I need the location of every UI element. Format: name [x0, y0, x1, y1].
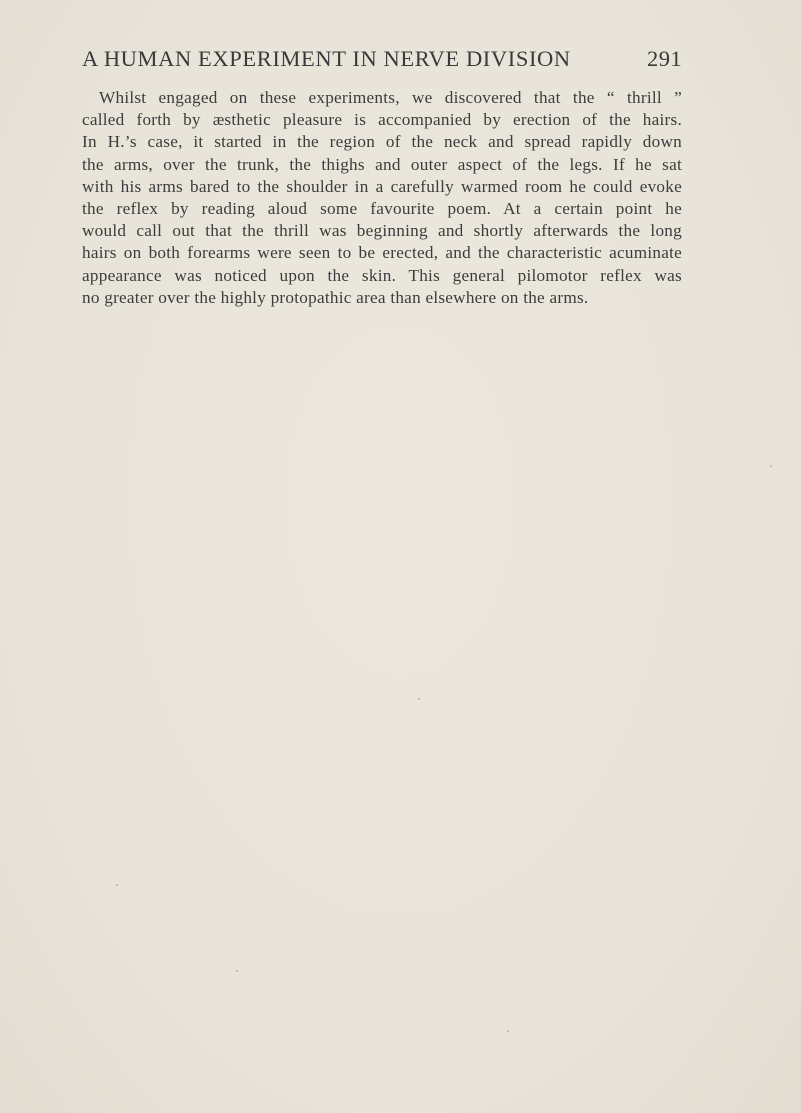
text-line: hairs on both forearms were seen to be erected, and the characteristic acuminate: [82, 243, 682, 263]
paper-speck: [507, 1030, 509, 1032]
text-line: appearance was noticed upon the skin. This general pilomotor reflex was: [82, 265, 682, 285]
paper-speck: [116, 884, 118, 886]
body-paragraph: [82, 87, 682, 309]
text-line: Whilst engaged on these experiments, we discovered that the “ thrill ”: [99, 88, 682, 107]
paper-speck: [418, 698, 420, 700]
page-number: 291: [647, 46, 682, 71]
text-line: called forth by æsthetic pleasure is accompanied by erection of the hairs.: [82, 110, 682, 130]
running-head: [82, 46, 682, 72]
paper-speck: [236, 970, 238, 972]
paper-speck: [770, 465, 772, 467]
text-line: In H.’s case, it started in the region of the neck and spread rapidly down: [82, 132, 682, 152]
running-head-title: A HUMAN EXPERIMENT IN NERVE DIVISION: [82, 46, 571, 71]
text-line: the arms, over the trunk, the thighs and outer aspect of the legs. If he sat: [82, 154, 682, 174]
text-line: the reflex by reading aloud some favourite poem. At a certain point he: [82, 198, 682, 218]
text-line: with his arms bared to the shoulder in a carefully warmed room he could evoke: [82, 176, 682, 196]
text-line: no greater over the highly protopathic area than elsewhere on the arms.: [82, 287, 589, 307]
text-line: would call out that the thrill was beginning and shortly afterwards the long: [82, 221, 682, 241]
